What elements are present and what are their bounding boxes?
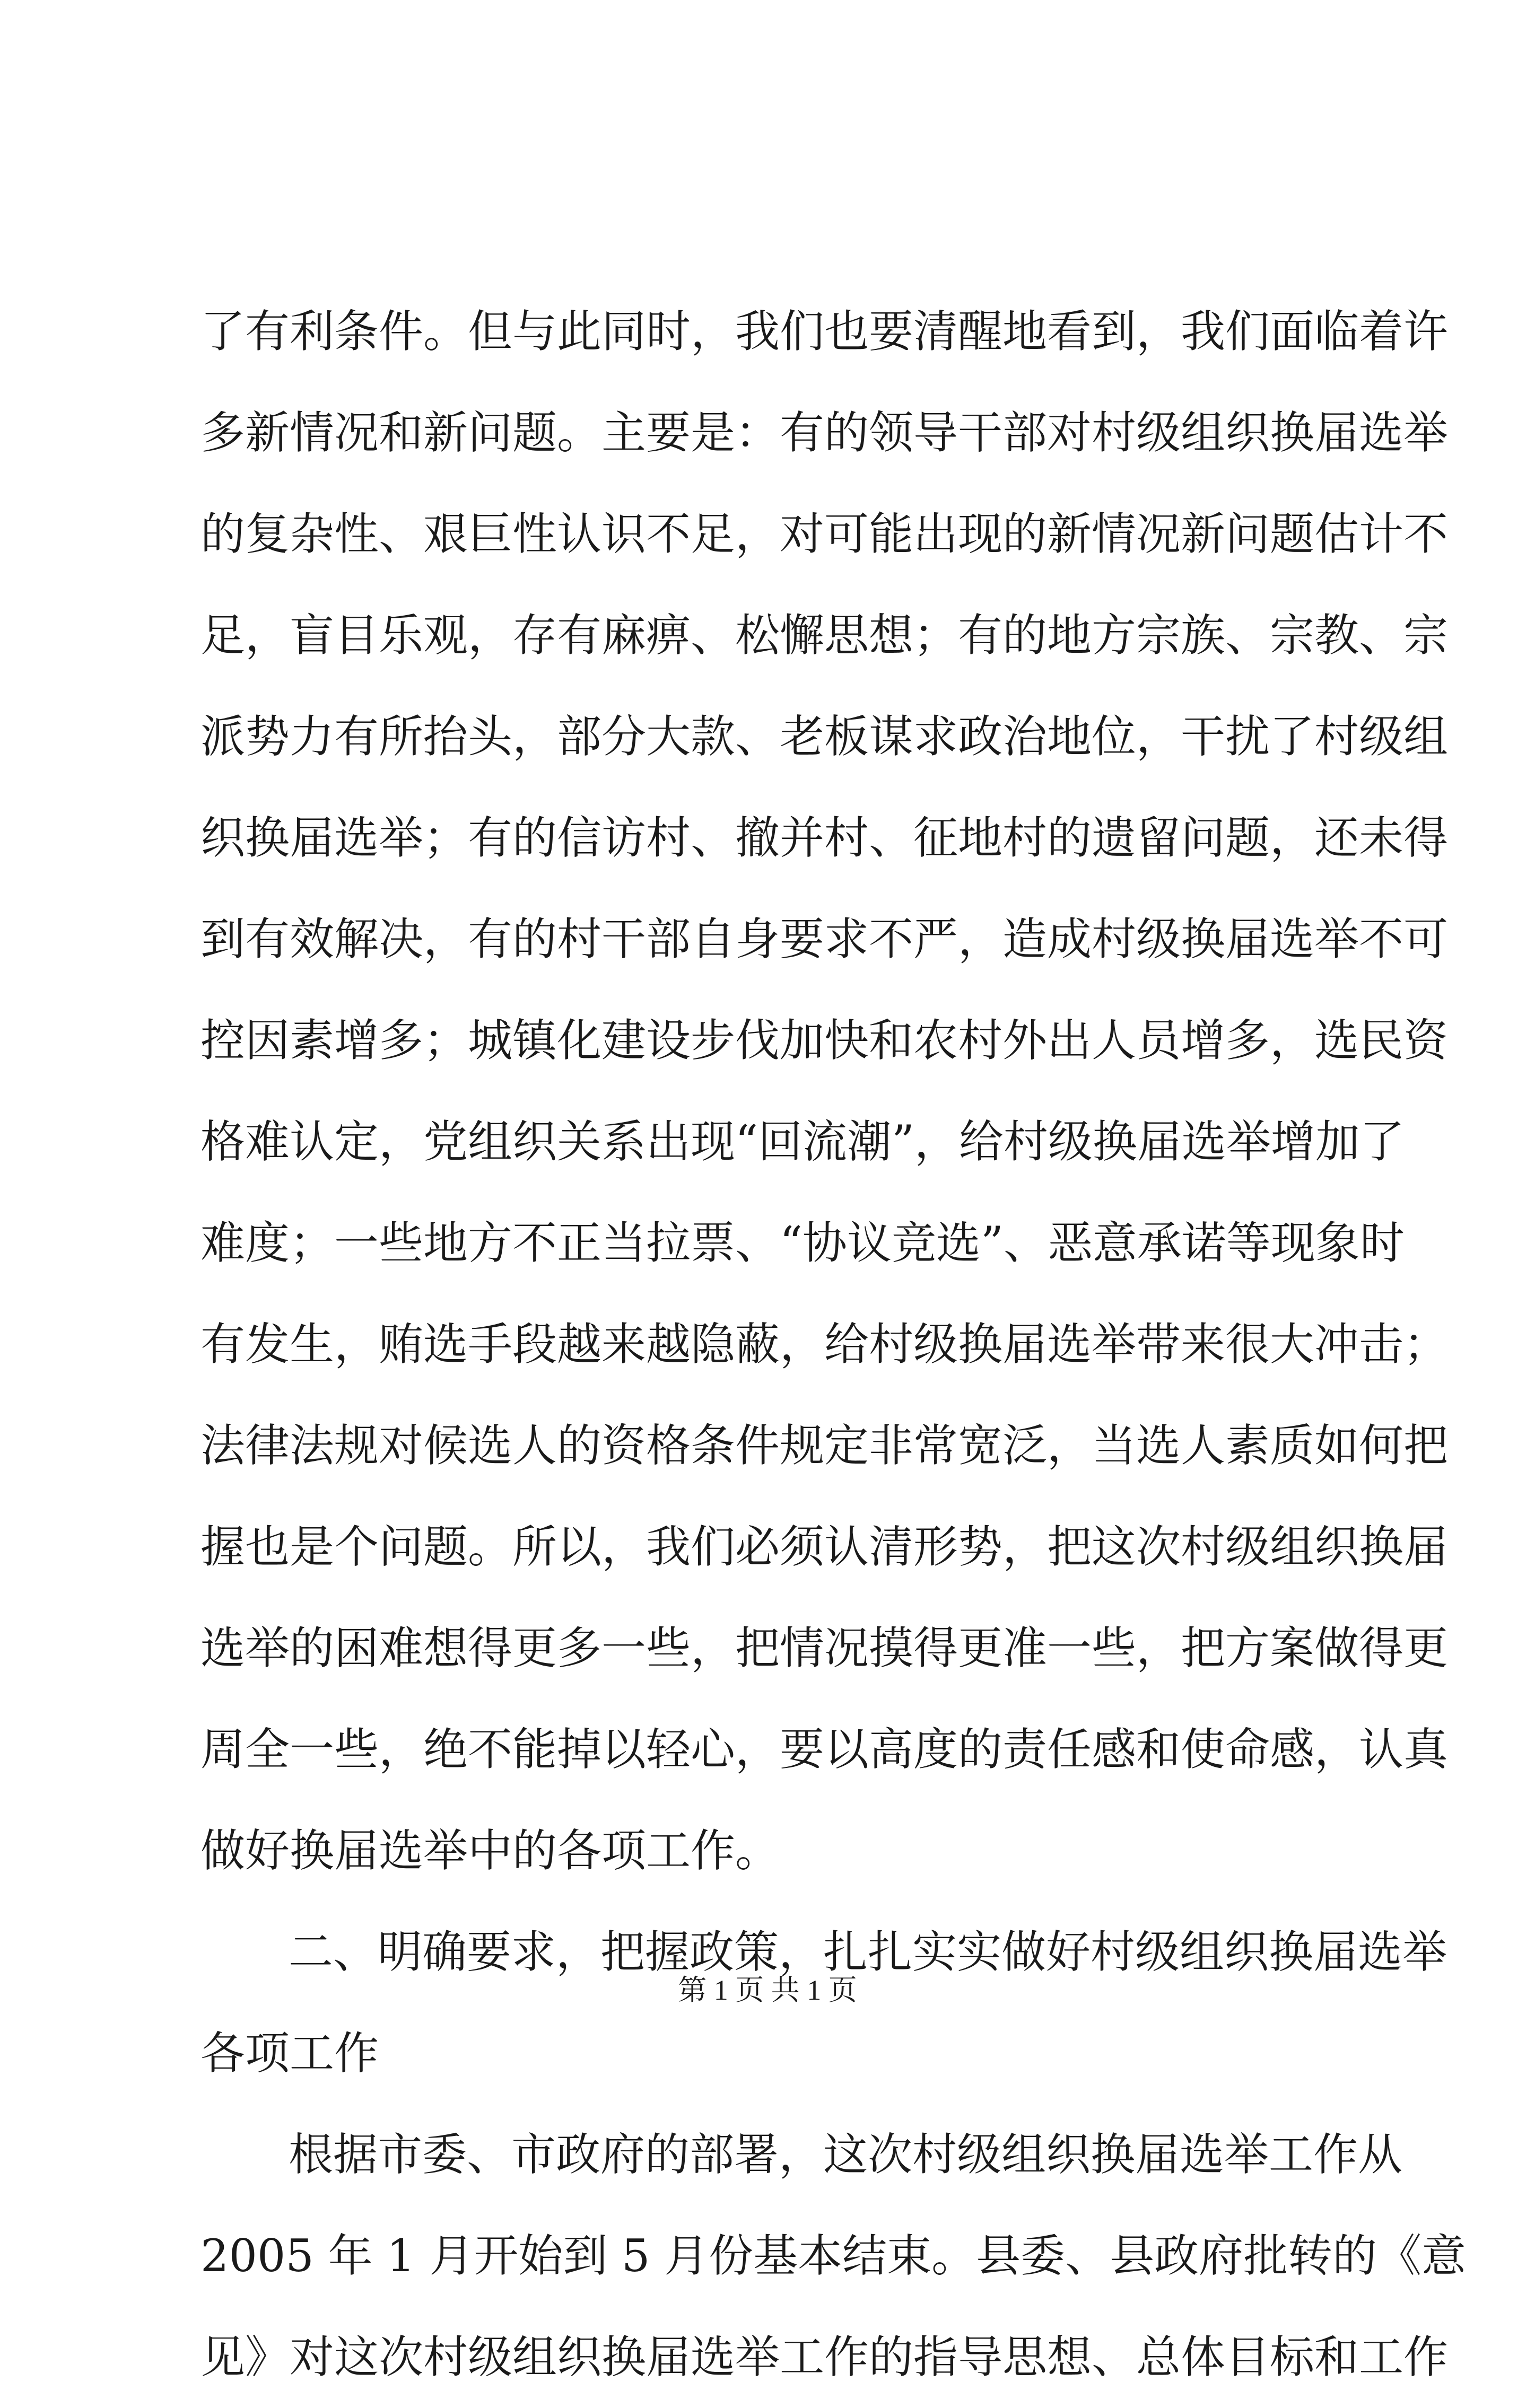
text-line: 法律法规对候选人的资格条件规定非常宽泛，当选人素质如何把 — [200, 1420, 1449, 1472]
text-line: 派势力有所抬头，部分大款、老板谋求政治地位，干扰了村级组 — [200, 711, 1449, 763]
text-line: 足，盲目乐观，存有麻痹、松懈思想；有的地方宗族、宗教、宗 — [200, 609, 1449, 661]
text-line: 周全一些，绝不能掉以轻心，要以高度的责任感和使命感，认真 — [200, 1723, 1449, 1775]
text-line: 了有利条件。但与此同时，我们也要清醒地看到，我们面临着许 — [200, 305, 1449, 357]
text-line: 根据市委、市政府的部署，这次村级组织换届选举工作从 — [289, 2129, 1403, 2181]
text-line: 做好换届选举中的各项工作。 — [200, 1825, 780, 1877]
paragraph-1 — [200, 281, 1449, 1902]
page-footer: 第 1 页 共 1 页 — [678, 1974, 857, 2006]
text-line: 握也是个问题。所以，我们必须认清形势，把这次村级组织换届 — [200, 1521, 1449, 1573]
heading-line: 各项工作 — [200, 2027, 379, 2079]
text-line: 有发生，贿选手段越来越隐蔽，给村级换届选举带来很大冲击； — [200, 1318, 1449, 1370]
text-line: 难度；一些地方不正当拉票、“协议竞选”、恶意承诺等现象时 — [200, 1217, 1405, 1269]
text-line: 到有效解决，有的村干部自身要求不严，造成村级换届选举不可 — [200, 913, 1449, 965]
text-line: 2005 年 1 月开始到 5 月份基本结束。县委、县政府批转的《意 — [200, 2230, 1467, 2282]
document-body — [200, 281, 1467, 2408]
text-line: 选举的困难想得更多一些，把情况摸得更准一些，把方案做得更 — [200, 1622, 1449, 1674]
paragraph-2 — [200, 2104, 1467, 2408]
text-line: 的复杂性、艰巨性认识不足，对可能出现的新情况新问题估计不 — [200, 508, 1449, 560]
text-line: 格难认定，党组织关系出现“回流潮”，给村级换届选举增加了 — [200, 1116, 1405, 1168]
text-line: 控因素增多；城镇化建设步伐加快和农村外出人员增多，选民资 — [200, 1014, 1449, 1066]
text-line: 织换届选举；有的信访村、撤并村、征地村的遗留问题，还未得 — [200, 812, 1449, 864]
heading-line: 二、明确要求，把握政策，扎扎实实做好村级组织换届选举 — [289, 1926, 1447, 1978]
text-line: 多新情况和新问题。主要是：有的领导干部对村级组织换届选举 — [200, 407, 1449, 459]
text-line: 见》对这次村级组织换届选举工作的指导思想、总体目标和工作 — [200, 2331, 1449, 2383]
